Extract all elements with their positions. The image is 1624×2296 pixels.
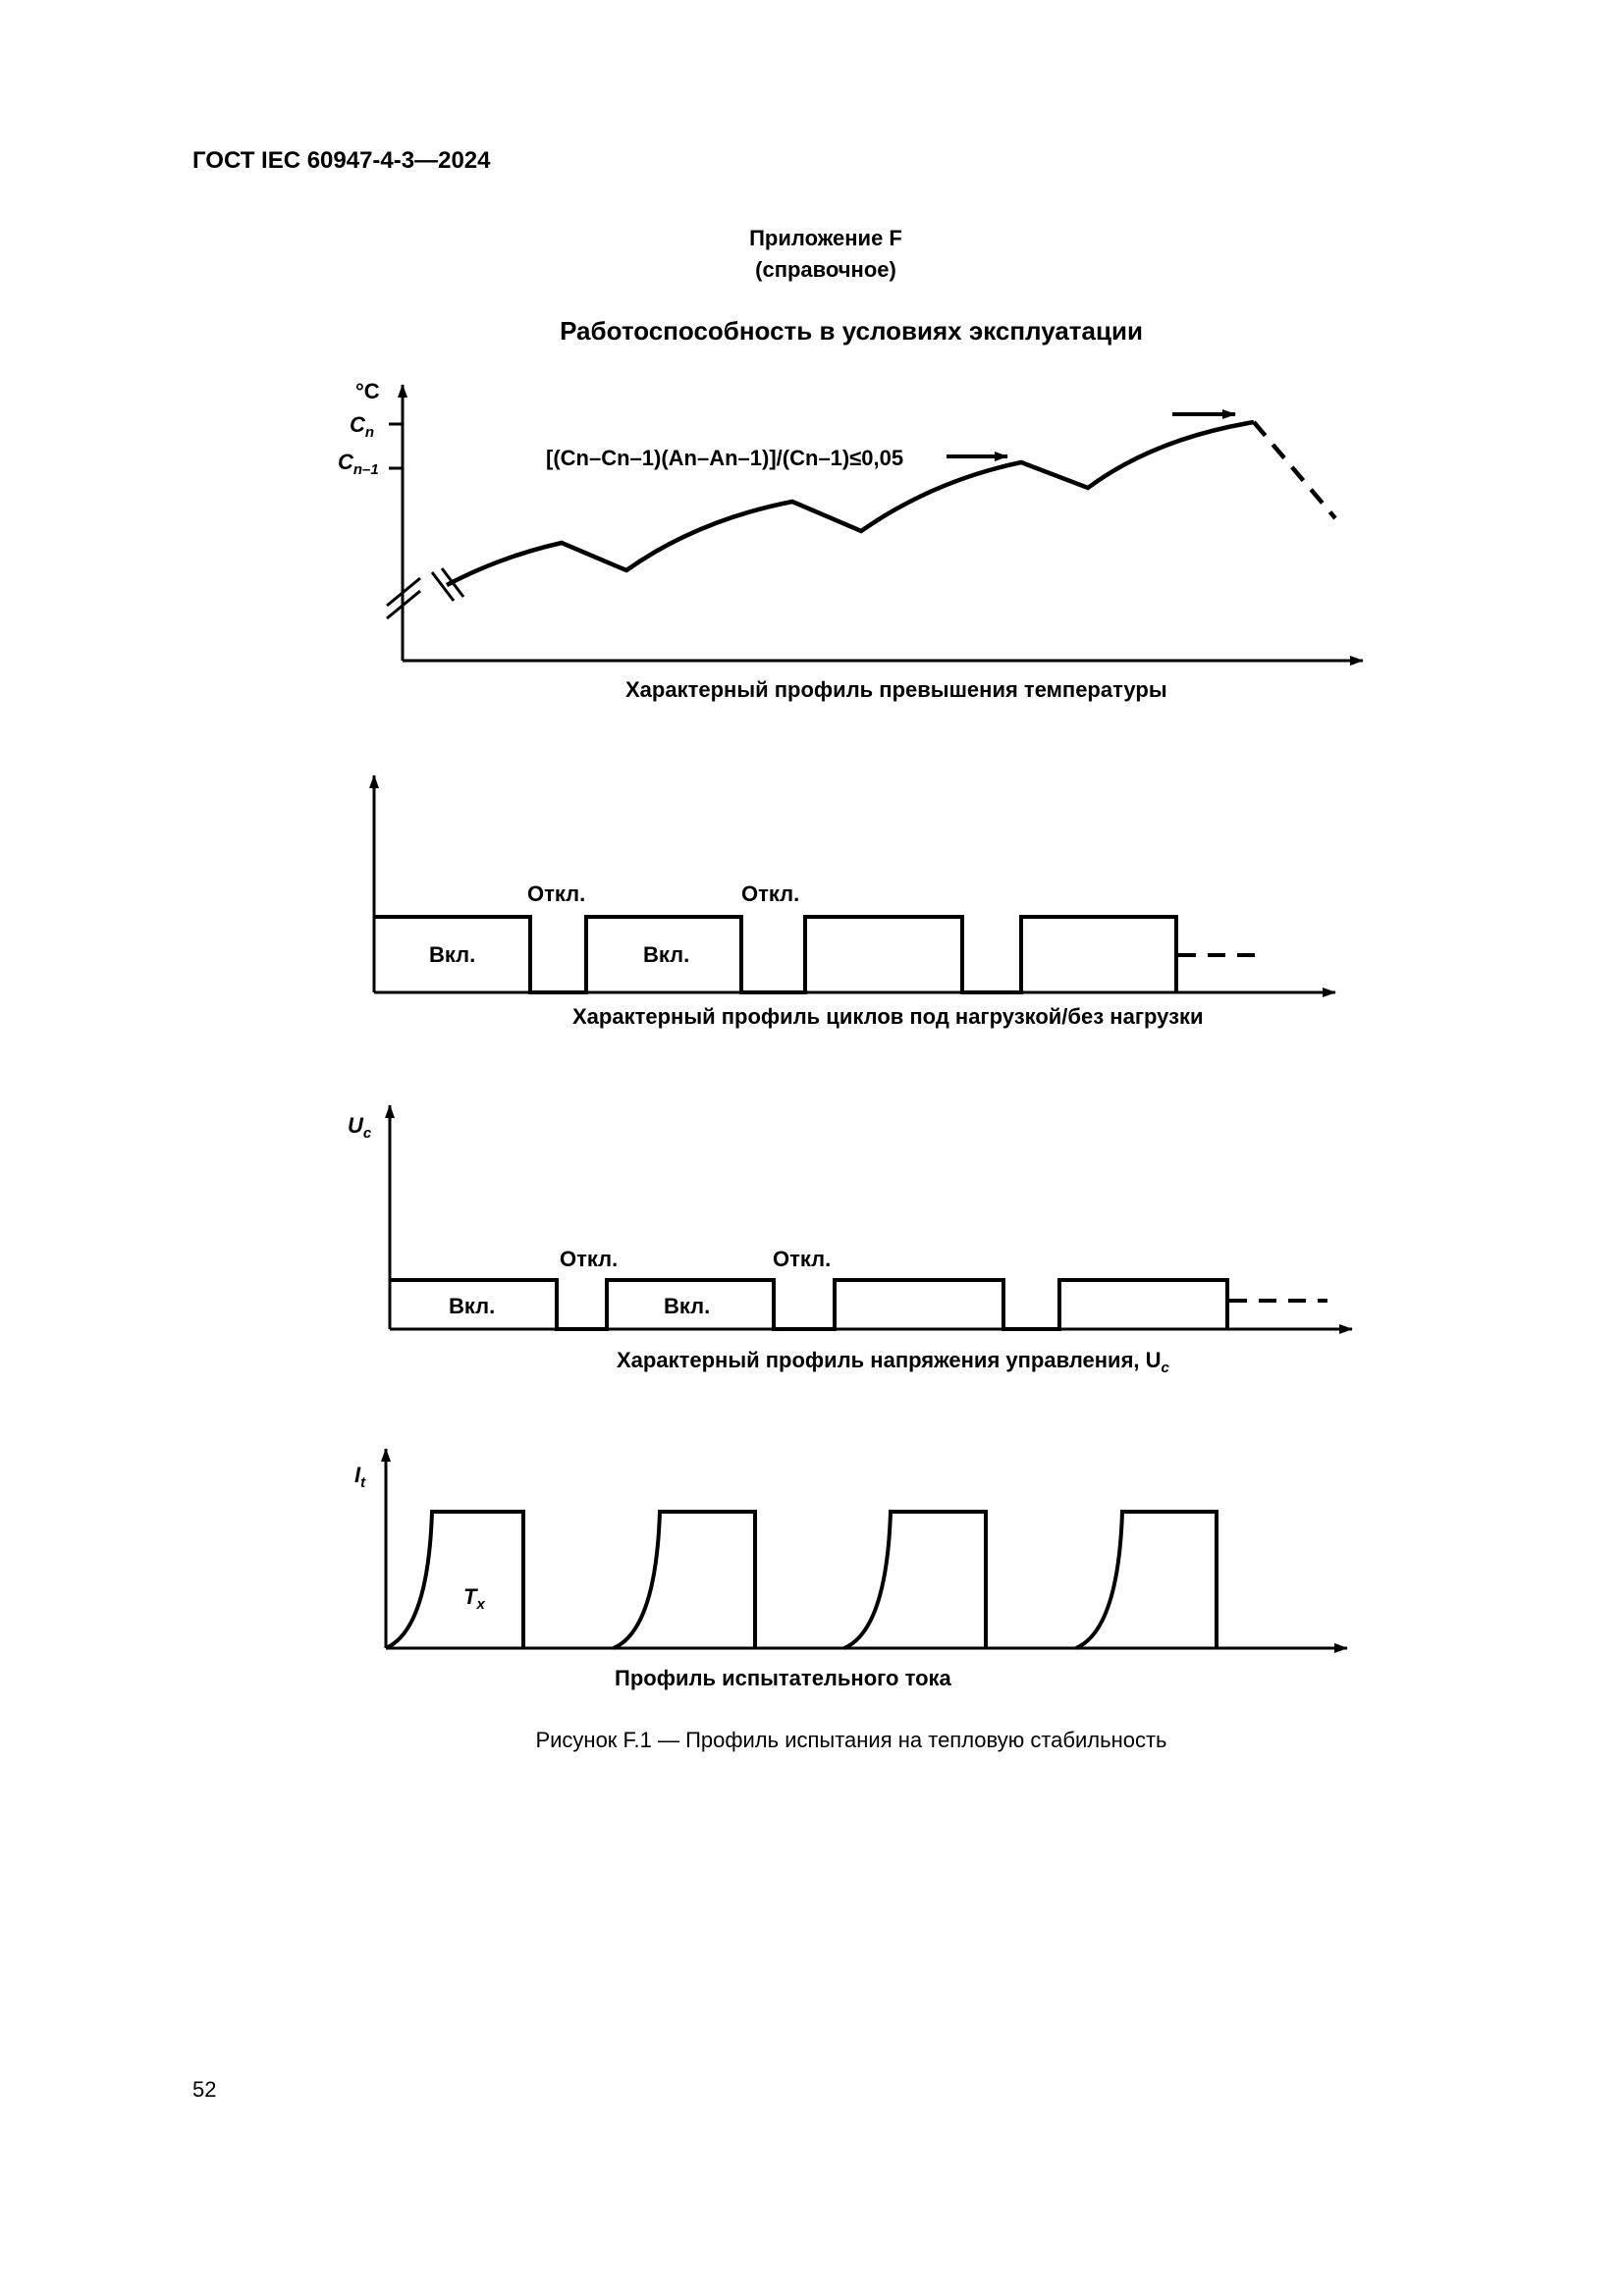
current-pulse: [844, 1512, 986, 1648]
voltage-panel: [348, 1105, 1352, 1376]
appendix-title: Приложение F: [749, 226, 902, 250]
section-title: Работоспособность в условиях эксплуатации: [560, 316, 1143, 346]
load-panel-caption: Характерный профиль циклов под нагрузкой/без нагрузки: [572, 1004, 1204, 1029]
tick-cn1-label: $C_{n-1}$: [338, 450, 379, 478]
voltage-on-label: Вкл.: [449, 1294, 496, 1318]
current-panel-caption: Профиль испытательного тока: [615, 1666, 951, 1690]
voltage-panel-caption: Характерный профиль напряжения управления, $U_c$: [617, 1348, 1169, 1376]
voltage-off-label: Откл.: [773, 1247, 832, 1271]
load-on-label: Вкл.: [643, 942, 690, 967]
pulse-label: $T_x$: [463, 1584, 485, 1613]
tick-cn-label: $C_n$: [350, 412, 375, 441]
temperature-curve-dashed: [1254, 422, 1335, 518]
load-on-label: Вкл.: [429, 942, 476, 967]
temperature-formula: [(Cn–Cn–1)(An–An–1)]/(Cn–1)≤0,05: [546, 446, 904, 470]
figure-caption: Рисунок F.1 — Профиль испытания на тепловую стабильность: [535, 1728, 1167, 1752]
curve-break-mark: [432, 572, 454, 601]
voltage-axis-label: $U_c$: [348, 1113, 372, 1142]
current-axis-label: $I_t$: [354, 1463, 366, 1491]
voltage-on-label: Вкл.: [664, 1294, 711, 1318]
current-pulse: [1076, 1512, 1217, 1648]
load-panel: [374, 775, 1335, 1029]
temperature-panel: [338, 379, 1363, 702]
load-off-label: Откл.: [527, 881, 586, 906]
document-code: ГОСТ IEC 60947-4-3—2024: [192, 147, 491, 174]
current-pulse: [386, 1512, 523, 1648]
temperature-unit-label: °C: [355, 379, 380, 403]
voltage-waveform: [390, 1280, 1227, 1329]
load-waveform: [374, 917, 1176, 992]
voltage-off-label: Откл.: [560, 1247, 619, 1271]
current-pulse: [614, 1512, 755, 1648]
load-off-label: Откл.: [741, 881, 800, 906]
page-number: 52: [192, 2077, 217, 2102]
current-panel: [354, 1449, 1347, 1690]
appendix-status: (справочное): [755, 257, 896, 282]
temperature-panel-caption: Характерный профиль превышения температуры: [625, 677, 1167, 702]
